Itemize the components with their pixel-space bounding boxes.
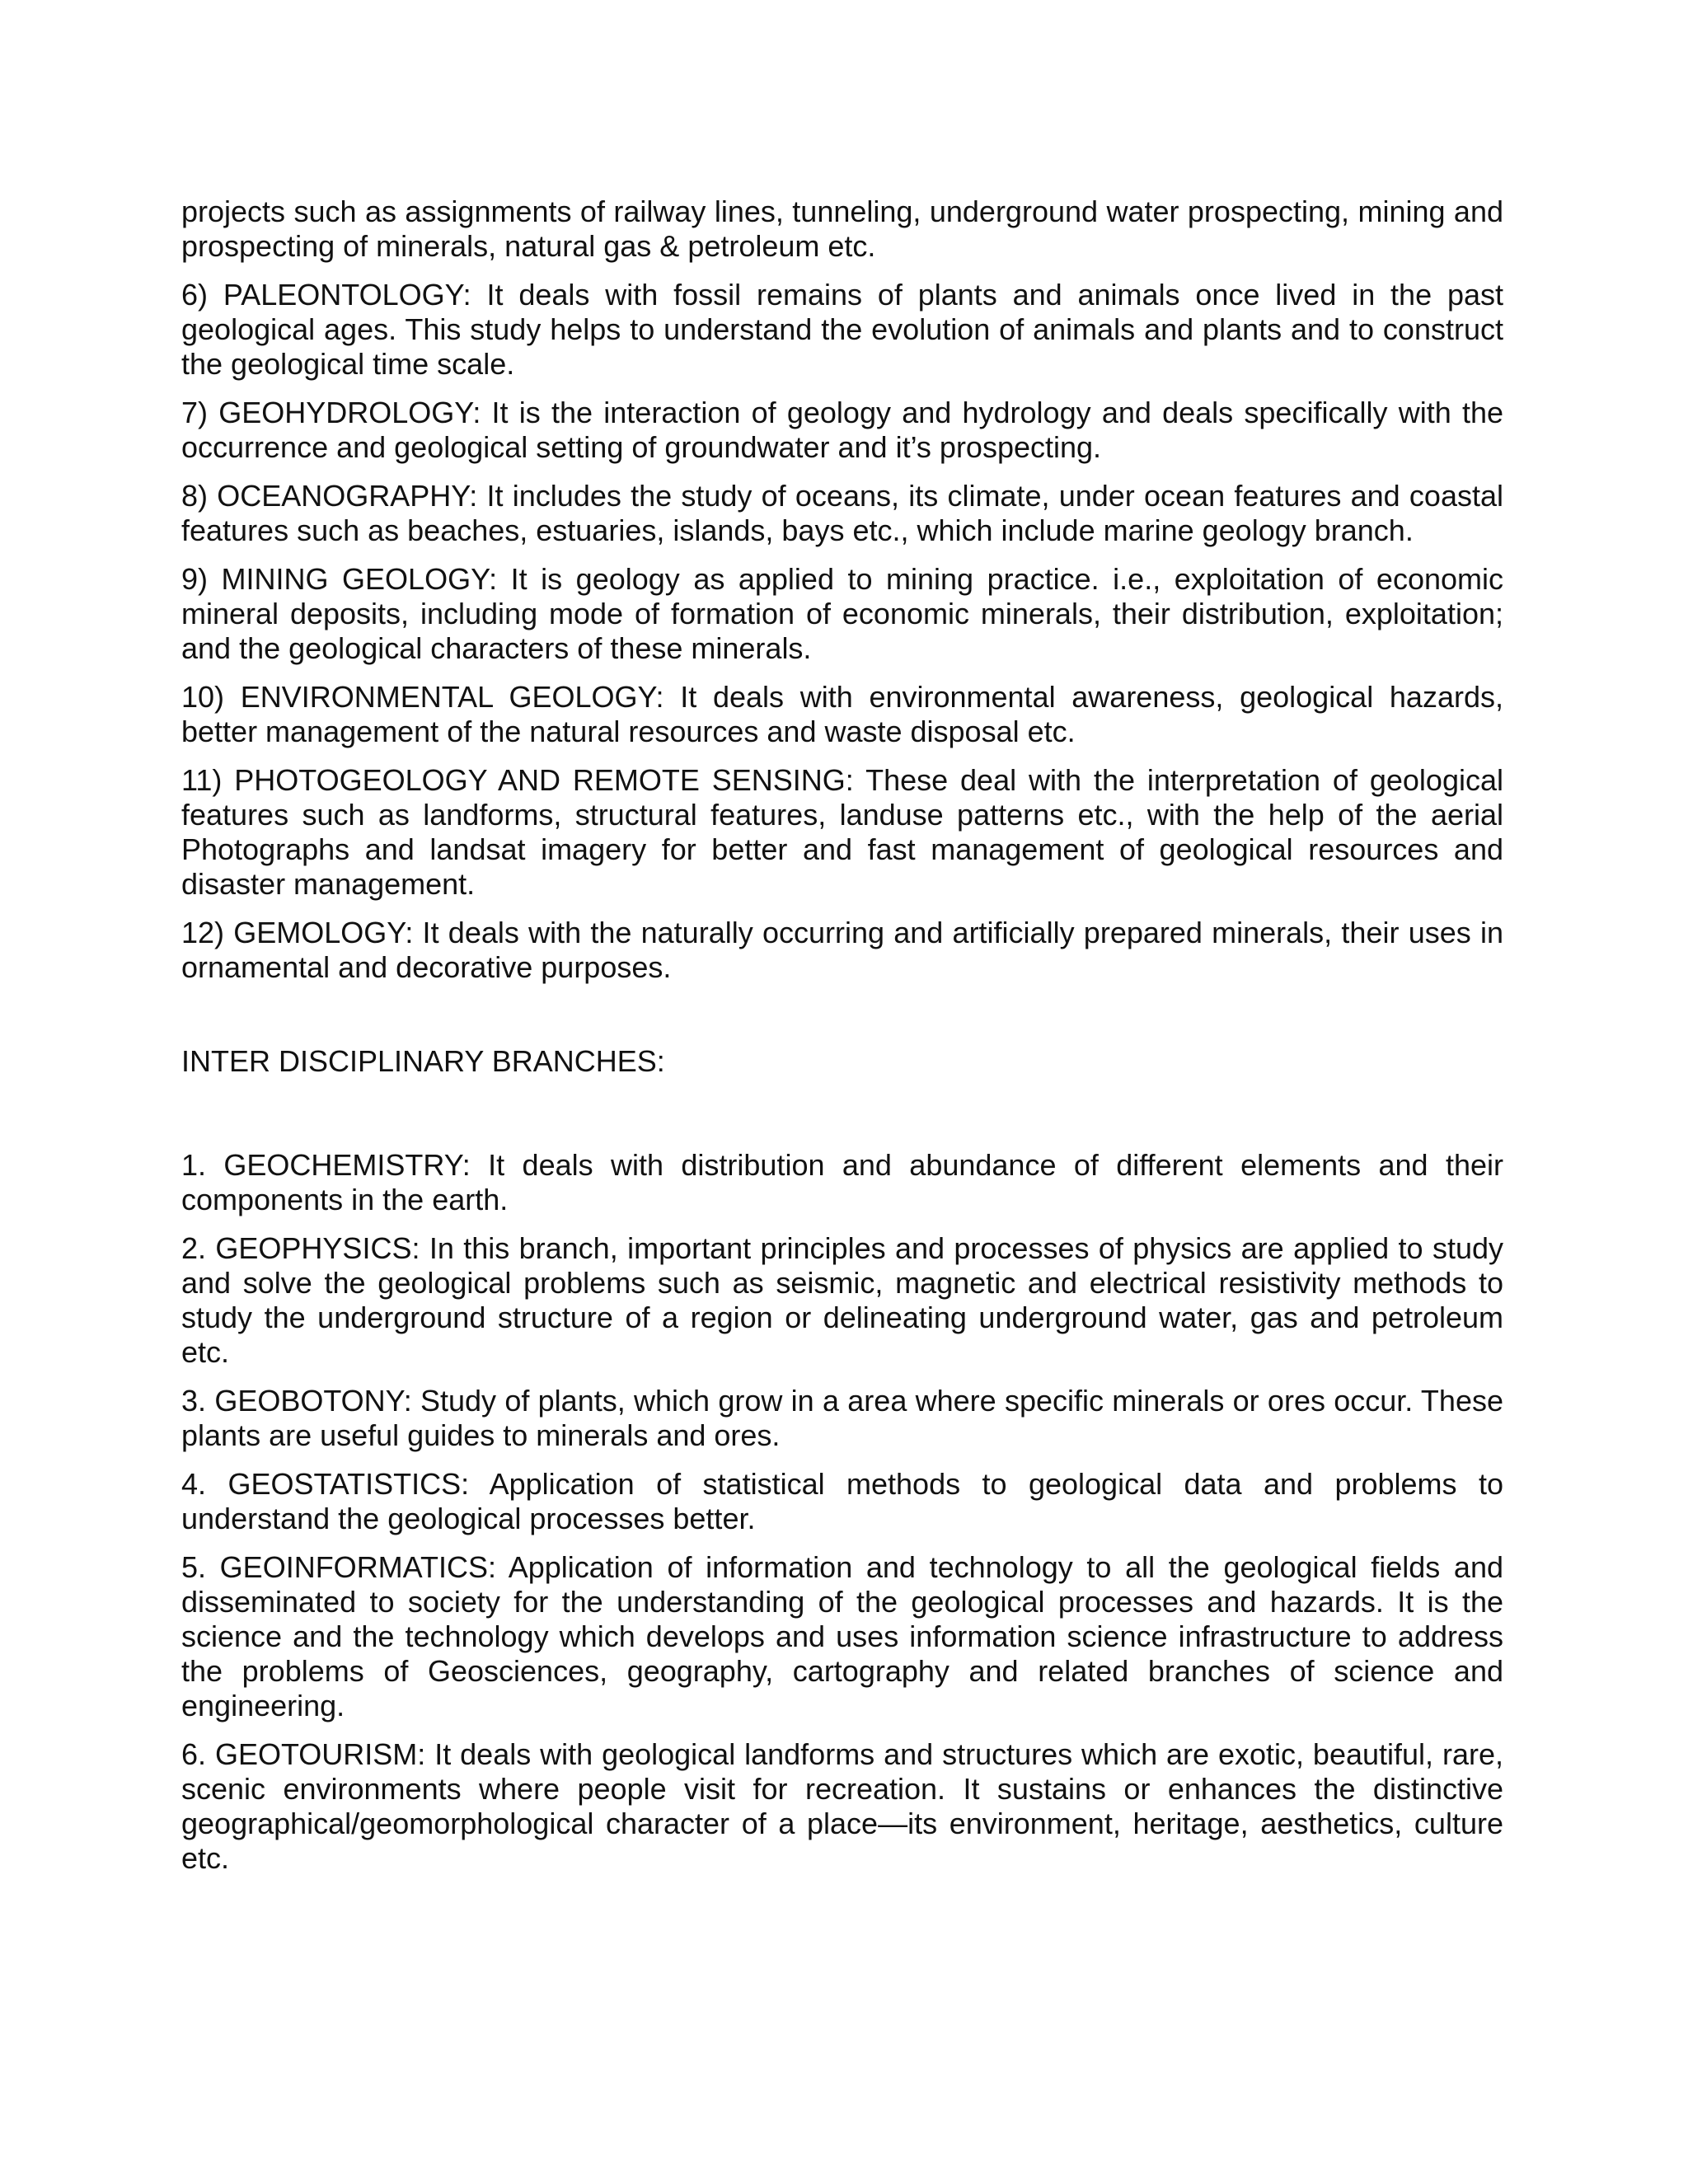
section-heading: INTER DISCIPLINARY BRANCHES:: [181, 1044, 665, 1078]
document-page: [181, 194, 1503, 1890]
paragraph-continuation: projects such as assignments of railway lines, tunneling, underground water prospecting, mining and prospecting of minerals, natural gas & petroleum etc.: [181, 194, 1503, 263]
paragraph-gemology: 12) GEMOLOGY: It deals with the naturally occurring and artificially prepared minerals, their uses in ornamental and decorative purposes.: [181, 916, 1503, 984]
paragraph-geobotony: 3. GEOBOTONY: Study of plants, which grow in a area where specific minerals or ores occur. These plants are useful guides to minerals and ores.: [181, 1384, 1503, 1452]
paragraph-geohydrology: 7) GEOHYDROLOGY: It is the interaction of geology and hydrology and deals specifically with the occurrence and geological setting of groundwater and it’s prospecting.: [181, 396, 1503, 464]
paragraph-oceanography: 8) OCEANOGRAPHY: It includes the study of oceans, its climate, under ocean features and coastal features such as beaches, estuaries, islands, bays etc., which include marine geology branch.: [181, 479, 1503, 547]
paragraph-paleontology: 6) PALEONTOLOGY: It deals with fossil remains of plants and animals once lived in the past geological ages. This study helps to understand the evolution of animals and plants and to construct the geological time scale.: [181, 278, 1503, 381]
paragraph-photogeology: 11) PHOTOGEOLOGY AND REMOTE SENSING: These deal with the interpretation of geological features such as landforms, structural features, landuse patterns etc., with the help of the aerial Photographs and landsat imagery for better and fast management of geological resources and disaster management.: [181, 763, 1503, 901]
paragraph-geotourism: 6. GEOTOURISM: It deals with geological landforms and structures which are exotic, beautiful, rare, scenic environments where people visit for recreation. It sustains or enhances the distinctive geographical/geomorphological character of a place—its environment, heritage, aesthetics, culture etc.: [181, 1737, 1503, 1875]
paragraph-geochemistry: 1. GEOCHEMISTRY: It deals with distribution and abundance of different elements and their components in the earth.: [181, 1148, 1503, 1216]
paragraph-geoinformatics: 5. GEOINFORMATICS: Application of information and technology to all the geological fields and disseminated to society for the understanding of the geological processes and hazards. It is the science and the technology which develops and uses information science infrastructure to address the problems of Geosciences, geography, cartography and related branches of science and engineering.: [181, 1550, 1503, 1722]
paragraph-geostatistics: 4. GEOSTATISTICS: Application of statistical methods to geological data and problems to understand the geological processes better.: [181, 1467, 1503, 1535]
paragraph-geophysics: 2. GEOPHYSICS: In this branch, important principles and processes of physics are applied to study and solve the geological problems such as seismic, magnetic and electrical resistivity methods to study the underground structure of a region or delineating underground water, gas and petroleum etc.: [181, 1231, 1503, 1369]
paragraph-environmental-geology: 10) ENVIRONMENTAL GEOLOGY: It deals with environmental awareness, geological hazards, better management of the natural resources and waste disposal etc.: [181, 680, 1503, 748]
paragraph-mining-geology: 9) MINING GEOLOGY: It is geology as applied to mining practice. i.e., exploitation of economic mineral deposits, including mode of formation of economic minerals, their distribution, exploitation; and the geological characters of these minerals.: [181, 562, 1503, 665]
